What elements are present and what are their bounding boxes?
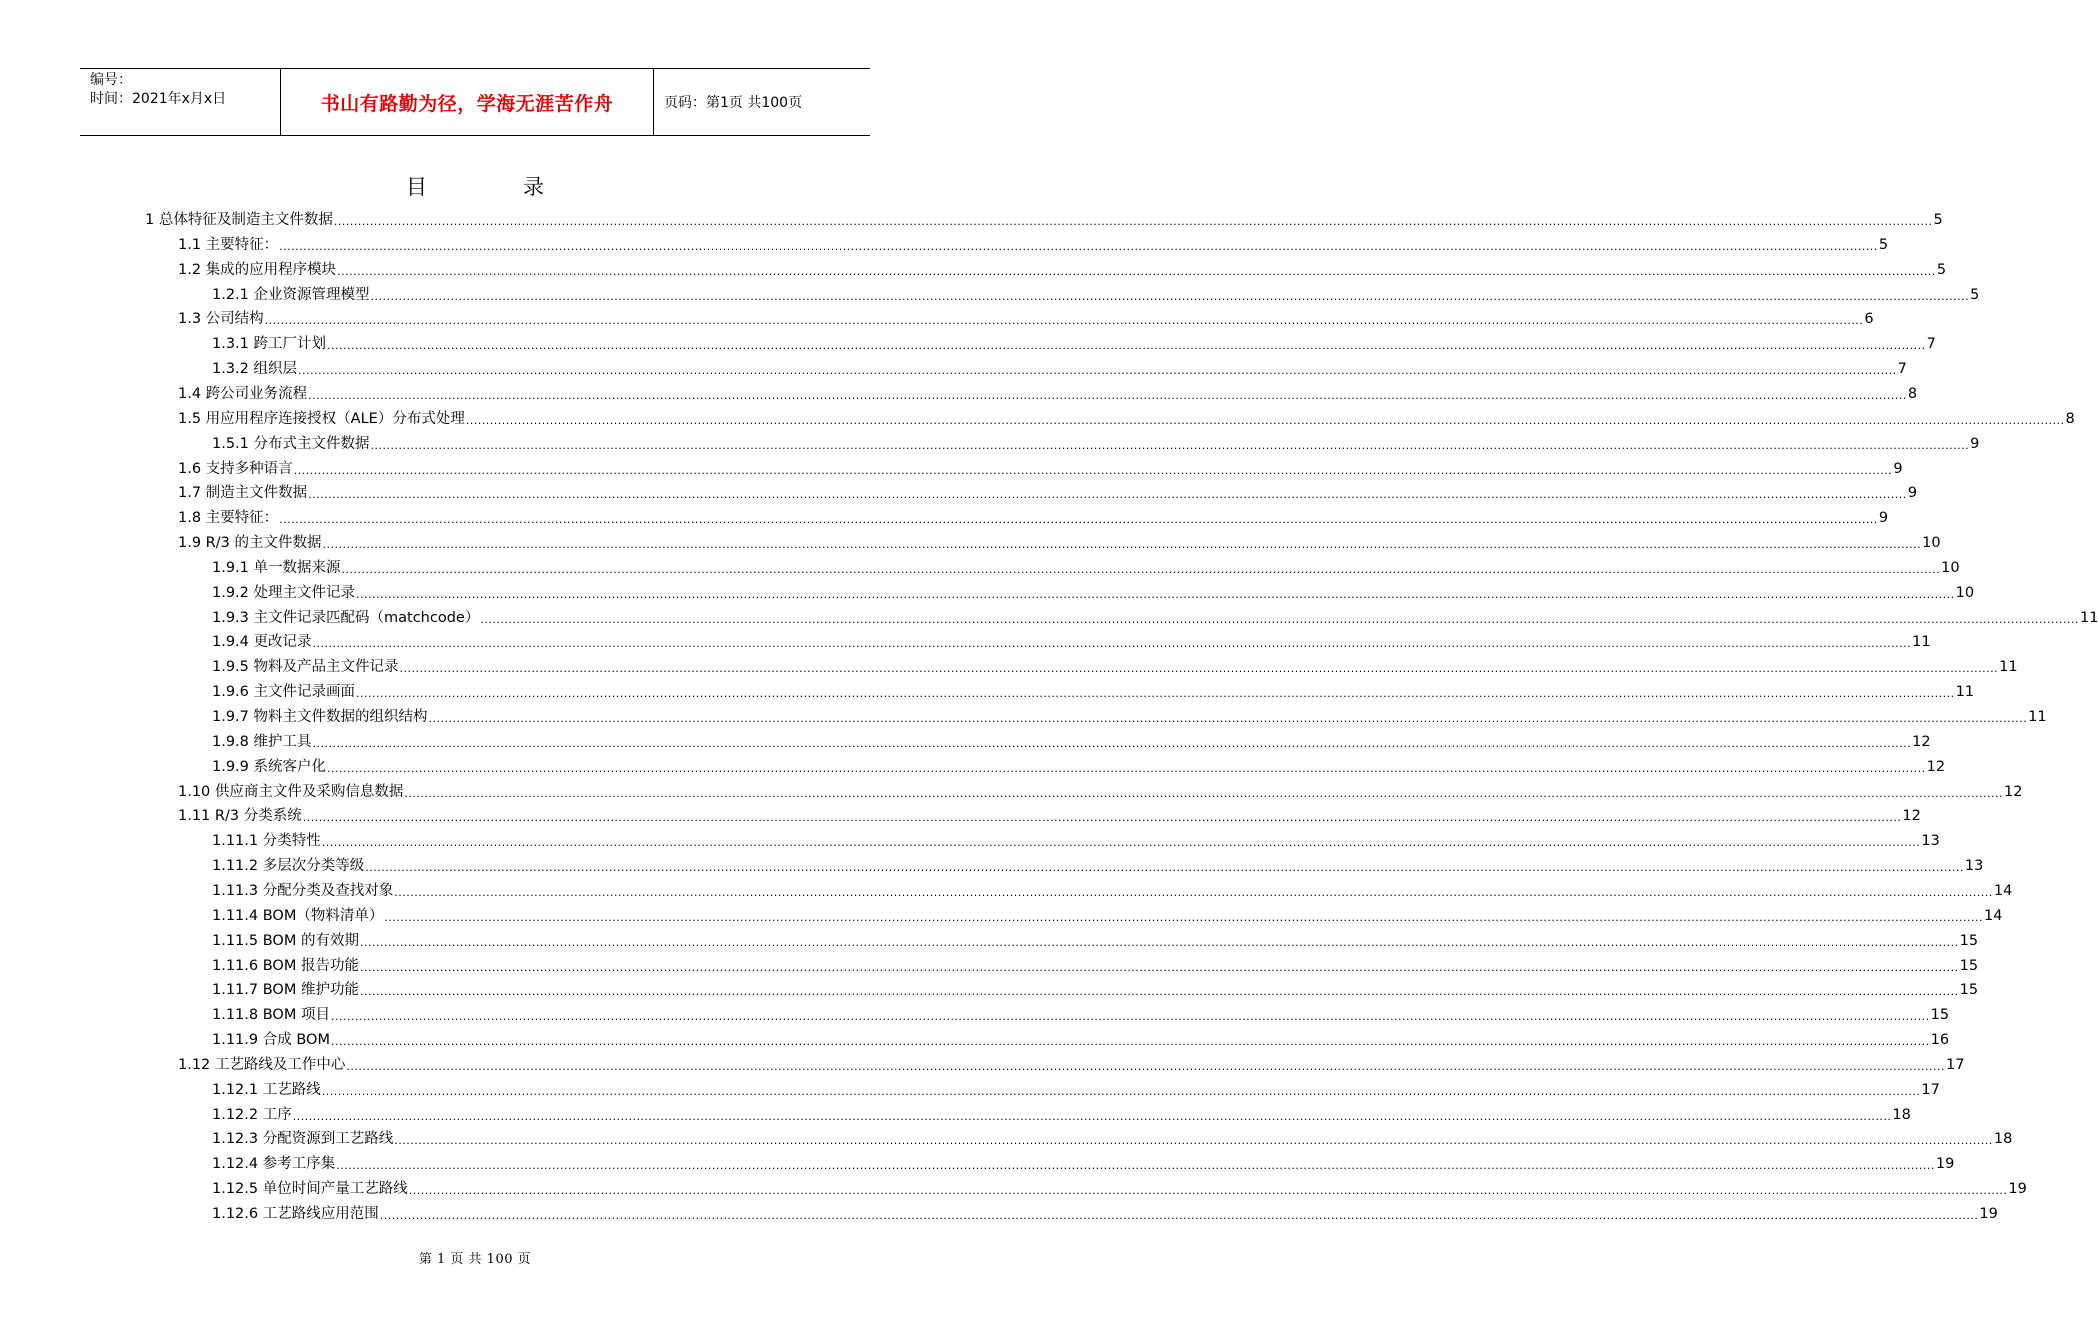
toc-entry-title: 1.12.2 工序 bbox=[212, 1106, 292, 1123]
toc-entry-page: 11 bbox=[1912, 634, 1931, 651]
toc-entry[interactable] bbox=[212, 332, 1936, 356]
toc-leader-dots: ................................................................................................................................................................................................................................................................................................................................................................................................................ bbox=[312, 736, 1912, 750]
page-footer: 第 1 页 共 100 页 bbox=[418, 1252, 532, 1267]
toc-entry[interactable] bbox=[212, 606, 2098, 630]
toc-leader-dots: ................................................................................................................................................................................................................................................................................................................................................................................................................ bbox=[336, 1159, 1935, 1173]
toc-entry[interactable] bbox=[178, 1053, 1965, 1077]
toc-entry[interactable] bbox=[212, 954, 1979, 978]
toc-entry-page: 12 bbox=[1926, 758, 1946, 775]
toc-entry-page: 14 bbox=[1984, 907, 2003, 924]
toc-entry-title: 1.11.1 分类特性 bbox=[212, 833, 321, 850]
toc-leader-dots: ................................................................................................................................................................................................................................................................................................................................................................................................................ bbox=[302, 811, 1902, 825]
toc-entry[interactable] bbox=[178, 258, 1947, 282]
toc-leader-dots: ................................................................................................................................................................................................................................................................................................................................................................................................................ bbox=[308, 388, 1907, 402]
toc-leader-dots: ................................................................................................................................................................................................................................................................................................................................................................................................................ bbox=[428, 712, 2028, 725]
toc-leader-dots: ................................................................................................................................................................................................................................................................................................................................................................................................................ bbox=[292, 1109, 1892, 1123]
toc-entry-title: 1.9.2 处理主文件记录 bbox=[212, 584, 356, 601]
toc-entry-page: 15 bbox=[1959, 932, 1979, 949]
toc-entry[interactable] bbox=[212, 705, 2047, 729]
toc-entry-title: 1.2 集成的应用程序模块 bbox=[178, 261, 337, 278]
toc-entry[interactable] bbox=[212, 1078, 1940, 1102]
toc-title-left: 目 bbox=[406, 175, 427, 199]
toc-leader-dots: ................................................................................................................................................................................................................................................................................................................................................................................................................ bbox=[337, 264, 1936, 278]
toc-entry-title: 1.7 制造主文件数据 bbox=[178, 485, 308, 502]
toc-entry-title: 1.5 用应用程序连接授权（ALE）分布式处理 bbox=[178, 410, 465, 427]
toc-leader-dots: ................................................................................................................................................................................................................................................................................................................................................................................................................ bbox=[264, 314, 1864, 328]
toc-leader-dots: ................................................................................................................................................................................................................................................................................................................................................................................................................ bbox=[465, 413, 2065, 427]
toc-title bbox=[0, 171, 950, 201]
toc-entry[interactable] bbox=[212, 1003, 1950, 1027]
toc-entry[interactable] bbox=[212, 581, 1975, 605]
toc-entry-title: 1 总体特征及制造主文件数据 bbox=[145, 212, 333, 228]
toc-entry-page: 19 bbox=[2008, 1181, 2027, 1198]
toc-entry-page: 12 bbox=[1902, 808, 1921, 825]
document-time-label: 时间：2021年x月x日 bbox=[90, 91, 227, 107]
toc-entry[interactable] bbox=[212, 432, 1980, 456]
toc-entry[interactable] bbox=[212, 904, 2003, 928]
toc-entry-page: 6 bbox=[1864, 311, 1874, 328]
toc-entry-page: 11 bbox=[1955, 684, 1975, 701]
toc-entry[interactable] bbox=[178, 481, 1918, 505]
toc-entry[interactable] bbox=[212, 730, 1931, 754]
header-page-info: 页码：第1页 共100页 bbox=[664, 95, 803, 111]
toc-entry-page: 10 bbox=[1941, 559, 1960, 576]
toc-entry[interactable] bbox=[212, 1202, 1998, 1226]
toc-leader-dots: ................................................................................................................................................................................................................................................................................................................................................................................................................ bbox=[379, 1209, 1979, 1222]
toc-leader-dots: ................................................................................................................................................................................................................................................................................................................................................................................................................ bbox=[293, 463, 1893, 477]
toc-entry-page: 9 bbox=[1878, 510, 1889, 527]
toc-leader-dots: ................................................................................................................................................................................................................................................................................................................................................................................................................ bbox=[279, 239, 1878, 253]
toc-entry[interactable] bbox=[212, 680, 1975, 704]
toc-entry-page: 18 bbox=[1993, 1131, 2013, 1148]
toc-entry[interactable] bbox=[178, 457, 1903, 481]
toc-entry-title: 1.3.1 跨工厂计划 bbox=[212, 336, 327, 353]
toc-entry-page: 8 bbox=[1907, 385, 1918, 402]
toc-entry-page: 15 bbox=[1959, 982, 1979, 999]
toc-entry-page: 15 bbox=[1930, 1007, 1950, 1024]
toc-entry-page: 17 bbox=[1946, 1056, 1965, 1073]
toc-entry[interactable] bbox=[212, 1103, 1911, 1127]
toc-entry-page: 17 bbox=[1921, 1081, 1940, 1098]
toc-entry-title: 1.9.1 单一数据来源 bbox=[212, 559, 341, 576]
toc-entry[interactable] bbox=[178, 804, 1921, 828]
toc-entry-page: 9 bbox=[1907, 485, 1918, 502]
toc-entry-page: 9 bbox=[1893, 460, 1903, 477]
toc-entry-page: 18 bbox=[1892, 1106, 1911, 1123]
toc-entry-title: 1.9.4 更改记录 bbox=[212, 634, 312, 651]
toc-entry-title: 1.9.6 主文件记录画面 bbox=[212, 684, 356, 701]
toc-entry-title: 1.9.3 主文件记录匹配码（matchcode） bbox=[212, 609, 480, 626]
toc-leader-dots: ................................................................................................................................................................................................................................................................................................................................................................................................................ bbox=[330, 1035, 1930, 1049]
toc-entry-page: 5 bbox=[1933, 212, 1943, 228]
toc-leader-dots: ................................................................................................................................................................................................................................................................................................................................................................................................................ bbox=[399, 662, 1999, 676]
toc-title-right: 录 bbox=[523, 175, 544, 199]
page-header bbox=[80, 68, 870, 136]
toc-entry[interactable] bbox=[212, 978, 1979, 1002]
toc-entry[interactable] bbox=[212, 1127, 2013, 1151]
toc-entry-page: 5 bbox=[1878, 236, 1889, 253]
toc-entry[interactable] bbox=[212, 1177, 2027, 1201]
toc-entry-title: 1.9.7 物料主文件数据的组织结构 bbox=[212, 709, 428, 725]
toc-entry-title: 1.3 公司结构 bbox=[178, 311, 264, 328]
toc-entry-page: 13 bbox=[1921, 833, 1940, 850]
toc-leader-dots: ................................................................................................................................................................................................................................................................................................................................................................................................................ bbox=[298, 364, 1897, 378]
toc-entry[interactable] bbox=[178, 233, 1889, 257]
toc-leader-dots: ................................................................................................................................................................................................................................................................................................................................................................................................................ bbox=[327, 761, 1926, 775]
toc-leader-dots: ................................................................................................................................................................................................................................................................................................................................................................................................................ bbox=[308, 488, 1907, 502]
toc-entry-page: 7 bbox=[1926, 336, 1936, 353]
toc-leader-dots: ................................................................................................................................................................................................................................................................................................................................................................................................................ bbox=[404, 786, 2004, 800]
toc-entry[interactable] bbox=[145, 208, 1943, 232]
toc-entry-page: 10 bbox=[1955, 584, 1975, 601]
document-number-label: 编号： bbox=[90, 72, 132, 88]
toc-leader-dots: ................................................................................................................................................................................................................................................................................................................................................................................................................ bbox=[346, 1059, 1946, 1073]
toc-entry-title: 1.9.5 物料及产品主文件记录 bbox=[212, 659, 399, 676]
toc-entry[interactable] bbox=[212, 854, 1984, 878]
toc-entry-title: 1.11.8 BOM 项目 bbox=[212, 1007, 330, 1024]
toc-leader-dots: ................................................................................................................................................................................................................................................................................................................................................................................................................ bbox=[279, 513, 1878, 527]
toc-entry[interactable] bbox=[212, 829, 1940, 853]
toc-entry[interactable] bbox=[178, 382, 1918, 406]
toc-leader-dots: ................................................................................................................................................................................................................................................................................................................................................................................................................ bbox=[333, 215, 1933, 228]
toc-entry-page: 12 bbox=[1912, 733, 1931, 750]
toc-leader-dots: ................................................................................................................................................................................................................................................................................................................................................................................................................ bbox=[394, 885, 1993, 899]
toc-entry-page: 11 bbox=[2028, 709, 2047, 725]
toc-entry-page: 8 bbox=[2065, 410, 2075, 427]
toc-leader-dots: ................................................................................................................................................................................................................................................................................................................................................................................................................ bbox=[370, 289, 1970, 303]
toc-leader-dots: ................................................................................................................................................................................................................................................................................................................................................................................................................ bbox=[312, 637, 1912, 651]
toc-entry-title: 1.6 支持多种语言 bbox=[178, 460, 293, 477]
toc-entry-title: 1.10 供应商主文件及采购信息数据 bbox=[178, 783, 404, 800]
toc-entry-title: 1.11.3 分配分类及查找对象 bbox=[212, 882, 394, 899]
toc-entry[interactable] bbox=[212, 655, 2018, 679]
toc-entry-page: 19 bbox=[1979, 1206, 1998, 1222]
toc-leader-dots: ................................................................................................................................................................................................................................................................................................................................................................................................................ bbox=[327, 339, 1926, 353]
toc-entry-title: 1.2.1 企业资源管理模型 bbox=[212, 286, 370, 303]
toc-entry-title: 1.1 主要特征： bbox=[178, 236, 279, 253]
toc-entry-page: 11 bbox=[1999, 659, 2018, 676]
toc-leader-dots: ................................................................................................................................................................................................................................................................................................................................................................................................................ bbox=[321, 1084, 1921, 1098]
toc-leader-dots: ................................................................................................................................................................................................................................................................................................................................................................................................................ bbox=[359, 985, 1959, 999]
toc-entry[interactable] bbox=[212, 283, 1980, 307]
toc-leader-dots: ................................................................................................................................................................................................................................................................................................................................................................................................................ bbox=[359, 960, 1959, 974]
toc-entry-title: 1.12.3 分配资源到工艺路线 bbox=[212, 1131, 394, 1148]
toc-entry-page: 5 bbox=[1970, 286, 1980, 303]
toc-entry-page: 7 bbox=[1897, 361, 1907, 378]
toc-entry-title: 1.12.5 单位时间产量工艺路线 bbox=[212, 1181, 408, 1198]
toc-entry[interactable] bbox=[178, 506, 1889, 530]
toc-leader-dots: ................................................................................................................................................................................................................................................................................................................................................................................................................ bbox=[322, 538, 1922, 552]
toc-leader-dots: ................................................................................................................................................................................................................................................................................................................................................................................................................ bbox=[394, 1134, 1993, 1148]
toc-entry-page: 11 bbox=[2079, 609, 2098, 626]
toc-entry-title: 1.12.6 工艺路线应用范围 bbox=[212, 1206, 379, 1222]
toc-entry-title: 1.9.9 系统客户化 bbox=[212, 758, 327, 775]
toc-entry-page: 13 bbox=[1964, 858, 1984, 875]
toc-entry-page: 9 bbox=[1970, 435, 1980, 452]
toc-entry-page: 19 bbox=[1935, 1156, 1955, 1173]
toc-entry-title: 1.12.4 参考工序集 bbox=[212, 1156, 336, 1173]
toc-entry[interactable] bbox=[212, 1028, 1950, 1052]
toc-entry[interactable] bbox=[212, 929, 1979, 953]
toc-entry-title: 1.9 R/3 的主文件数据 bbox=[178, 535, 322, 552]
toc-leader-dots: ................................................................................................................................................................................................................................................................................................................................................................................................................ bbox=[356, 587, 1955, 601]
toc-entry-page: 10 bbox=[1922, 535, 1941, 552]
toc-leader-dots: ................................................................................................................................................................................................................................................................................................................................................................................................................ bbox=[480, 612, 2079, 626]
toc-entry[interactable] bbox=[178, 407, 2075, 431]
toc-entry[interactable] bbox=[212, 357, 1907, 381]
toc-entry-title: 1.3.2 组织层 bbox=[212, 361, 298, 378]
toc-entry-title: 1.11.7 BOM 维护功能 bbox=[212, 982, 359, 999]
toc-entry-page: 14 bbox=[1993, 882, 2013, 899]
header-meta bbox=[80, 69, 281, 135]
toc-entry[interactable] bbox=[212, 879, 2013, 903]
toc-leader-dots: ................................................................................................................................................................................................................................................................................................................................................................................................................ bbox=[341, 562, 1941, 576]
toc-leader-dots: ................................................................................................................................................................................................................................................................................................................................................................................................................ bbox=[408, 1184, 2008, 1198]
toc-leader-dots: ................................................................................................................................................................................................................................................................................................................................................................................................................ bbox=[370, 438, 1970, 452]
toc-entry-page: 5 bbox=[1936, 261, 1947, 278]
toc-entry-title: 1.9.8 维护工具 bbox=[212, 733, 312, 750]
toc-entry[interactable] bbox=[178, 531, 1941, 555]
toc-entry[interactable] bbox=[212, 755, 1946, 779]
toc-entry-title: 1.11.9 合成 BOM bbox=[212, 1032, 330, 1049]
toc-leader-dots: ................................................................................................................................................................................................................................................................................................................................................................................................................ bbox=[365, 861, 1964, 875]
toc-entry-page: 12 bbox=[2004, 783, 2023, 800]
toc-entry[interactable] bbox=[178, 307, 1874, 331]
toc-entry-title: 1.5.1 分布式主文件数据 bbox=[212, 435, 370, 452]
toc-entry-title: 1.11.5 BOM 的有效期 bbox=[212, 932, 359, 949]
toc-entry[interactable] bbox=[178, 780, 2023, 804]
toc-leader-dots: ................................................................................................................................................................................................................................................................................................................................................................................................................ bbox=[359, 935, 1959, 949]
toc-entry-title: 1.11.6 BOM 报告功能 bbox=[212, 957, 359, 974]
toc-entry-title: 1.8 主要特征： bbox=[178, 510, 279, 527]
toc-leader-dots: ................................................................................................................................................................................................................................................................................................................................................................................................................ bbox=[384, 910, 1983, 924]
toc-entry[interactable] bbox=[212, 630, 1931, 654]
toc-entry[interactable] bbox=[212, 1152, 1955, 1176]
toc-entry-title: 1.4 跨公司业务流程 bbox=[178, 385, 308, 402]
toc-leader-dots: ................................................................................................................................................................................................................................................................................................................................................................................................................ bbox=[321, 836, 1921, 850]
toc-leader-dots: ................................................................................................................................................................................................................................................................................................................................................................................................................ bbox=[356, 687, 1955, 701]
toc-entry-page: 16 bbox=[1930, 1032, 1950, 1049]
toc-entry-title: 1.12.1 工艺路线 bbox=[212, 1081, 321, 1098]
toc-entry-title: 1.11.2 多层次分类等级 bbox=[212, 858, 365, 875]
toc-leader-dots: ................................................................................................................................................................................................................................................................................................................................................................................................................ bbox=[330, 1010, 1930, 1024]
header-motto: 书山有路勤为径，学海无涯苦作舟 bbox=[281, 69, 654, 135]
toc-entry-title: 1.12 工艺路线及工作中心 bbox=[178, 1056, 346, 1073]
toc-entry-page: 15 bbox=[1959, 957, 1979, 974]
toc-entry[interactable] bbox=[212, 556, 1960, 580]
toc-entry-title: 1.11.4 BOM（物料清单） bbox=[212, 907, 384, 924]
toc-entry-title: 1.11 R/3 分类系统 bbox=[178, 808, 302, 825]
